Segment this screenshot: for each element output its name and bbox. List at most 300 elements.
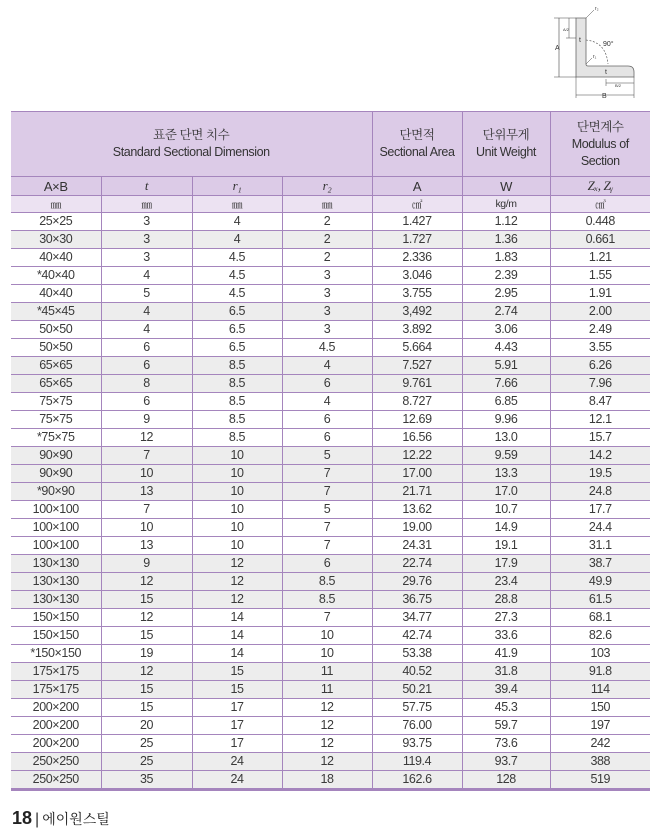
- r2-cell: 11: [282, 663, 372, 681]
- weight-cell: 17.0: [462, 483, 550, 501]
- size-cell: *90×90: [11, 483, 101, 501]
- header-modulus-en-1: Modulus of: [571, 136, 629, 151]
- weight-cell: 10.7: [462, 501, 550, 519]
- header-modulus: [550, 112, 650, 177]
- table-row: [11, 339, 650, 357]
- area-cell: 9.761: [372, 375, 462, 393]
- weight-cell: 9.96: [462, 411, 550, 429]
- table-body: [11, 213, 650, 790]
- weight-cell: 39.4: [462, 681, 550, 699]
- symbol-area: A: [372, 177, 462, 196]
- weight-cell: 45.3: [462, 699, 550, 717]
- modulus-cell: 24.8: [550, 483, 650, 501]
- modulus-cell: 12.1: [550, 411, 650, 429]
- r1-cell: 4.5: [192, 285, 282, 303]
- r2-cell: 7: [282, 609, 372, 627]
- modulus-cell: 8.47: [550, 393, 650, 411]
- r1-cell: 4: [192, 231, 282, 249]
- size-cell: 50×50: [11, 321, 101, 339]
- r2-cell: 3: [282, 267, 372, 285]
- table-row: [11, 303, 650, 321]
- table-row: [11, 681, 650, 699]
- t-cell: 12: [101, 429, 192, 447]
- modulus-cell: 17.7: [550, 501, 650, 519]
- modulus-cell: 519: [550, 771, 650, 790]
- unit-weight: kg/m: [462, 196, 550, 213]
- area-cell: 93.75: [372, 735, 462, 753]
- t-cell: 3: [101, 213, 192, 231]
- weight-cell: 14.9: [462, 519, 550, 537]
- r2-cell: 6: [282, 429, 372, 447]
- r2-cell: 3: [282, 321, 372, 339]
- angle-section-diagram: [520, 2, 650, 102]
- area-cell: 19.00: [372, 519, 462, 537]
- modulus-cell: 7.96: [550, 375, 650, 393]
- size-cell: 250×250: [11, 753, 101, 771]
- header-area-en: Sectional Area: [379, 145, 455, 159]
- table-row: [11, 627, 650, 645]
- r1-cell: 8.5: [192, 357, 282, 375]
- area-cell: 162.6: [372, 771, 462, 790]
- unit-r2: ㎜: [282, 196, 372, 213]
- table-row: [11, 483, 650, 501]
- r2-cell: 6: [282, 375, 372, 393]
- r1-cell: 14: [192, 627, 282, 645]
- r2-cell: 8.5: [282, 573, 372, 591]
- size-cell: 200×200: [11, 735, 101, 753]
- weight-cell: 17.9: [462, 555, 550, 573]
- modulus-cell: 6.26: [550, 357, 650, 375]
- size-cell: 100×100: [11, 501, 101, 519]
- area-cell: 2.336: [372, 249, 462, 267]
- size-cell: 100×100: [11, 537, 101, 555]
- r2-cell: 5: [282, 501, 372, 519]
- weight-cell: 2.74: [462, 303, 550, 321]
- area-cell: 42.74: [372, 627, 462, 645]
- modulus-cell: 114: [550, 681, 650, 699]
- r2-cell: 2: [282, 213, 372, 231]
- weight-cell: 1.83: [462, 249, 550, 267]
- table-row: [11, 267, 650, 285]
- r2-cell: 12: [282, 735, 372, 753]
- page-number: 18: [12, 808, 33, 828]
- area-cell: 17.00: [372, 465, 462, 483]
- r1-cell: 6.5: [192, 339, 282, 357]
- weight-cell: 7.66: [462, 375, 550, 393]
- weight-cell: 4.43: [462, 339, 550, 357]
- t-cell: 9: [101, 555, 192, 573]
- r1-cell: 14: [192, 609, 282, 627]
- r2-cell: 7: [282, 483, 372, 501]
- table-row: [11, 465, 650, 483]
- b-half-label: B/2: [615, 83, 622, 88]
- r1-label: r₁: [593, 54, 597, 60]
- r1-cell: 15: [192, 681, 282, 699]
- r1-cell: 15: [192, 663, 282, 681]
- t-cell: 25: [101, 753, 192, 771]
- weight-cell: 41.9: [462, 645, 550, 663]
- size-cell: *40×40: [11, 267, 101, 285]
- a-label: A: [555, 45, 560, 52]
- table-row: [11, 609, 650, 627]
- table-row: [11, 375, 650, 393]
- r2-cell: 7: [282, 537, 372, 555]
- area-cell: 36.75: [372, 591, 462, 609]
- size-cell: 50×50: [11, 339, 101, 357]
- weight-cell: 73.6: [462, 735, 550, 753]
- t-cell: 10: [101, 465, 192, 483]
- area-cell: 1.727: [372, 231, 462, 249]
- r2-cell: 10: [282, 645, 372, 663]
- area-cell: 8.727: [372, 393, 462, 411]
- t-cell: 19: [101, 645, 192, 663]
- weight-cell: 1.12: [462, 213, 550, 231]
- table-row: [11, 735, 650, 753]
- r2-cell: 18: [282, 771, 372, 790]
- modulus-cell: 61.5: [550, 591, 650, 609]
- size-cell: 40×40: [11, 249, 101, 267]
- modulus-cell: 242: [550, 735, 650, 753]
- r2-cell: 3: [282, 285, 372, 303]
- size-cell: 25×25: [11, 213, 101, 231]
- t-cell: 4: [101, 303, 192, 321]
- r2-cell: 2: [282, 249, 372, 267]
- area-cell: 16.56: [372, 429, 462, 447]
- modulus-cell: 15.7: [550, 429, 650, 447]
- modulus-cell: 91.8: [550, 663, 650, 681]
- area-cell: 34.77: [372, 609, 462, 627]
- size-cell: *45×45: [11, 303, 101, 321]
- modulus-cell: 68.1: [550, 609, 650, 627]
- r1-cell: 10: [192, 465, 282, 483]
- r1-cell: 10: [192, 483, 282, 501]
- table-row: [11, 645, 650, 663]
- r1-cell: 10: [192, 447, 282, 465]
- area-cell: 29.76: [372, 573, 462, 591]
- r1-cell: 4: [192, 213, 282, 231]
- size-cell: 150×150: [11, 627, 101, 645]
- header-weight-en: Unit Weight: [476, 145, 536, 159]
- table-row: [11, 519, 650, 537]
- weight-cell: 59.7: [462, 717, 550, 735]
- size-cell: 40×40: [11, 285, 101, 303]
- area-cell: 3.046: [372, 267, 462, 285]
- table-row: [11, 537, 650, 555]
- r1-cell: 24: [192, 753, 282, 771]
- modulus-cell: 1.55: [550, 267, 650, 285]
- t-cell: 15: [101, 627, 192, 645]
- modulus-cell: 150: [550, 699, 650, 717]
- modulus-cell: 1.91: [550, 285, 650, 303]
- t-cell: 3: [101, 231, 192, 249]
- table-row: [11, 663, 650, 681]
- r1-cell: 10: [192, 501, 282, 519]
- r2-cell: 10: [282, 627, 372, 645]
- unit-area: ㎠: [372, 196, 462, 213]
- weight-cell: 128: [462, 771, 550, 790]
- size-cell: 75×75: [11, 393, 101, 411]
- t-horizontal-label: t: [605, 69, 607, 76]
- r1-cell: 12: [192, 555, 282, 573]
- table-row: [11, 573, 650, 591]
- table-row: [11, 555, 650, 573]
- weight-cell: 3.06: [462, 321, 550, 339]
- r2-cell: 3: [282, 303, 372, 321]
- unit-row: [11, 196, 650, 213]
- r1-cell: 24: [192, 771, 282, 790]
- r1-cell: 10: [192, 519, 282, 537]
- r2-cell: 4: [282, 393, 372, 411]
- t-cell: 6: [101, 357, 192, 375]
- footer-separator: |: [35, 811, 40, 828]
- t-cell: 25: [101, 735, 192, 753]
- area-cell: 40.52: [372, 663, 462, 681]
- area-cell: 22.74: [372, 555, 462, 573]
- weight-cell: 2.95: [462, 285, 550, 303]
- unit-modulus: ㎤: [550, 196, 650, 213]
- weight-cell: 9.59: [462, 447, 550, 465]
- t-cell: 13: [101, 483, 192, 501]
- modulus-cell: 31.1: [550, 537, 650, 555]
- area-cell: 57.75: [372, 699, 462, 717]
- t-cell: 3: [101, 249, 192, 267]
- symbol-r2: r₂: [282, 177, 372, 196]
- size-cell: 250×250: [11, 771, 101, 790]
- size-cell: 200×200: [11, 717, 101, 735]
- table-row: [11, 753, 650, 771]
- r2-cell: 4: [282, 357, 372, 375]
- size-cell: 30×30: [11, 231, 101, 249]
- header-dimension-en: Standard Sectional Dimension: [112, 145, 270, 159]
- header-dimension-kr: 표준 단면 치수: [153, 128, 230, 142]
- t-cell: 35: [101, 771, 192, 790]
- r1-cell: 17: [192, 735, 282, 753]
- r2-cell: 6: [282, 555, 372, 573]
- weight-cell: 1.36: [462, 231, 550, 249]
- unit-size: ㎜: [11, 196, 101, 213]
- t-cell: 13: [101, 537, 192, 555]
- header-row: [11, 112, 650, 177]
- r2-cell: 11: [282, 681, 372, 699]
- size-cell: 130×130: [11, 555, 101, 573]
- size-cell: 175×175: [11, 663, 101, 681]
- modulus-cell: 0.448: [550, 213, 650, 231]
- area-cell: 13.62: [372, 501, 462, 519]
- header-modulus-en-2: Section: [580, 153, 620, 168]
- r1-cell: 6.5: [192, 303, 282, 321]
- t-cell: 12: [101, 663, 192, 681]
- r1-cell: 8.5: [192, 375, 282, 393]
- size-cell: 90×90: [11, 465, 101, 483]
- t-cell: 12: [101, 573, 192, 591]
- size-cell: 65×65: [11, 375, 101, 393]
- weight-cell: 19.1: [462, 537, 550, 555]
- size-cell: 90×90: [11, 447, 101, 465]
- table-row: [11, 717, 650, 735]
- size-cell: 175×175: [11, 681, 101, 699]
- r2-cell: 7: [282, 519, 372, 537]
- size-cell: 65×65: [11, 357, 101, 375]
- header-weight: [462, 112, 550, 177]
- symbol-row: [11, 177, 650, 196]
- weight-cell: 31.8: [462, 663, 550, 681]
- r1-cell: 17: [192, 699, 282, 717]
- table-row: [11, 213, 650, 231]
- area-cell: 119.4: [372, 753, 462, 771]
- modulus-cell: 2.49: [550, 321, 650, 339]
- weight-cell: 5.91: [462, 357, 550, 375]
- area-cell: 24.31: [372, 537, 462, 555]
- table-row: [11, 285, 650, 303]
- r1-cell: 6.5: [192, 321, 282, 339]
- size-cell: 150×150: [11, 609, 101, 627]
- t-cell: 7: [101, 447, 192, 465]
- t-cell: 6: [101, 339, 192, 357]
- r1-cell: 8.5: [192, 411, 282, 429]
- r1-cell: 17: [192, 717, 282, 735]
- size-cell: 200×200: [11, 699, 101, 717]
- size-cell: 130×130: [11, 591, 101, 609]
- area-cell: 12.69: [372, 411, 462, 429]
- header-area: [372, 112, 462, 177]
- table-row: [11, 429, 650, 447]
- r2-cell: 7: [282, 465, 372, 483]
- t-cell: 6: [101, 393, 192, 411]
- r2-cell: 2: [282, 231, 372, 249]
- r2-label: r₂: [595, 6, 599, 12]
- t-cell: 10: [101, 519, 192, 537]
- size-cell: 100×100: [11, 519, 101, 537]
- t-cell: 8: [101, 375, 192, 393]
- r1-cell: 12: [192, 573, 282, 591]
- brand-name: 에이원스틸: [42, 811, 110, 827]
- modulus-cell: 49.9: [550, 573, 650, 591]
- modulus-cell: 197: [550, 717, 650, 735]
- a-half-label: A/2: [563, 27, 570, 32]
- area-cell: 21.71: [372, 483, 462, 501]
- weight-cell: 33.6: [462, 627, 550, 645]
- modulus-cell: 14.2: [550, 447, 650, 465]
- modulus-cell: 1.21: [550, 249, 650, 267]
- table-row: [11, 699, 650, 717]
- modulus-cell: 2.00: [550, 303, 650, 321]
- t-cell: 20: [101, 717, 192, 735]
- symbol-modulus: Zₓ, Zᵧ: [550, 177, 650, 196]
- area-cell: 53.38: [372, 645, 462, 663]
- table-row: [11, 771, 650, 790]
- modulus-cell: 19.5: [550, 465, 650, 483]
- weight-cell: 27.3: [462, 609, 550, 627]
- r1-cell: 12: [192, 591, 282, 609]
- t-cell: 9: [101, 411, 192, 429]
- table-row: [11, 321, 650, 339]
- area-cell: 1.427: [372, 213, 462, 231]
- r2-cell: 8.5: [282, 591, 372, 609]
- area-cell: 7.527: [372, 357, 462, 375]
- b-label: B: [602, 93, 607, 100]
- r2-cell: 4.5: [282, 339, 372, 357]
- area-cell: 5.664: [372, 339, 462, 357]
- symbol-r1: r₁: [192, 177, 282, 196]
- table-row: [11, 501, 650, 519]
- area-cell: 3,492: [372, 303, 462, 321]
- r1-cell: 14: [192, 645, 282, 663]
- modulus-cell: 3.55: [550, 339, 650, 357]
- size-cell: *75×75: [11, 429, 101, 447]
- table-row: [11, 249, 650, 267]
- symbol-weight: W: [462, 177, 550, 196]
- modulus-cell: 103: [550, 645, 650, 663]
- header-modulus-kr: 단면계수: [576, 119, 624, 134]
- modulus-cell: 82.6: [550, 627, 650, 645]
- weight-cell: 93.7: [462, 753, 550, 771]
- unit-t: ㎜: [101, 196, 192, 213]
- area-cell: 76.00: [372, 717, 462, 735]
- size-cell: 75×75: [11, 411, 101, 429]
- header-area-kr: 단면적: [399, 128, 435, 142]
- weight-cell: 13.0: [462, 429, 550, 447]
- t-cell: 5: [101, 285, 192, 303]
- symbol-t: t: [101, 177, 192, 196]
- size-cell: *150×150: [11, 645, 101, 663]
- angle-spec-table: [11, 111, 650, 791]
- t-cell: 7: [101, 501, 192, 519]
- r2-cell: 6: [282, 411, 372, 429]
- weight-cell: 23.4: [462, 573, 550, 591]
- r1-cell: 10: [192, 537, 282, 555]
- modulus-cell: 0.661: [550, 231, 650, 249]
- table-row: [11, 447, 650, 465]
- page-footer: [12, 808, 110, 829]
- t-cell: 4: [101, 321, 192, 339]
- area-cell: 3.755: [372, 285, 462, 303]
- modulus-cell: 388: [550, 753, 650, 771]
- r2-cell: 12: [282, 753, 372, 771]
- t-cell: 15: [101, 591, 192, 609]
- modulus-cell: 38.7: [550, 555, 650, 573]
- table-row: [11, 411, 650, 429]
- weight-cell: 2.39: [462, 267, 550, 285]
- header-weight-kr: 단위무게: [482, 128, 530, 142]
- t-cell: 15: [101, 699, 192, 717]
- table-row: [11, 357, 650, 375]
- t-cell: 4: [101, 267, 192, 285]
- t-vertical-label: t: [579, 37, 581, 44]
- r1-cell: 8.5: [192, 393, 282, 411]
- r2-cell: 12: [282, 699, 372, 717]
- t-cell: 12: [101, 609, 192, 627]
- area-cell: 12.22: [372, 447, 462, 465]
- t-cell: 15: [101, 681, 192, 699]
- weight-cell: 6.85: [462, 393, 550, 411]
- r1-cell: 4.5: [192, 267, 282, 285]
- r2-cell: 12: [282, 717, 372, 735]
- table-row: [11, 591, 650, 609]
- modulus-cell: 24.4: [550, 519, 650, 537]
- r1-cell: 4.5: [192, 249, 282, 267]
- weight-cell: 28.8: [462, 591, 550, 609]
- table-row: [11, 231, 650, 249]
- area-cell: 3.892: [372, 321, 462, 339]
- header-dimension: [11, 112, 372, 177]
- angle-label: 90°: [603, 41, 614, 48]
- area-cell: 50.21: [372, 681, 462, 699]
- r2-cell: 5: [282, 447, 372, 465]
- table-row: [11, 393, 650, 411]
- r1-cell: 8.5: [192, 429, 282, 447]
- unit-r1: ㎜: [192, 196, 282, 213]
- symbol-size: A×B: [11, 177, 101, 196]
